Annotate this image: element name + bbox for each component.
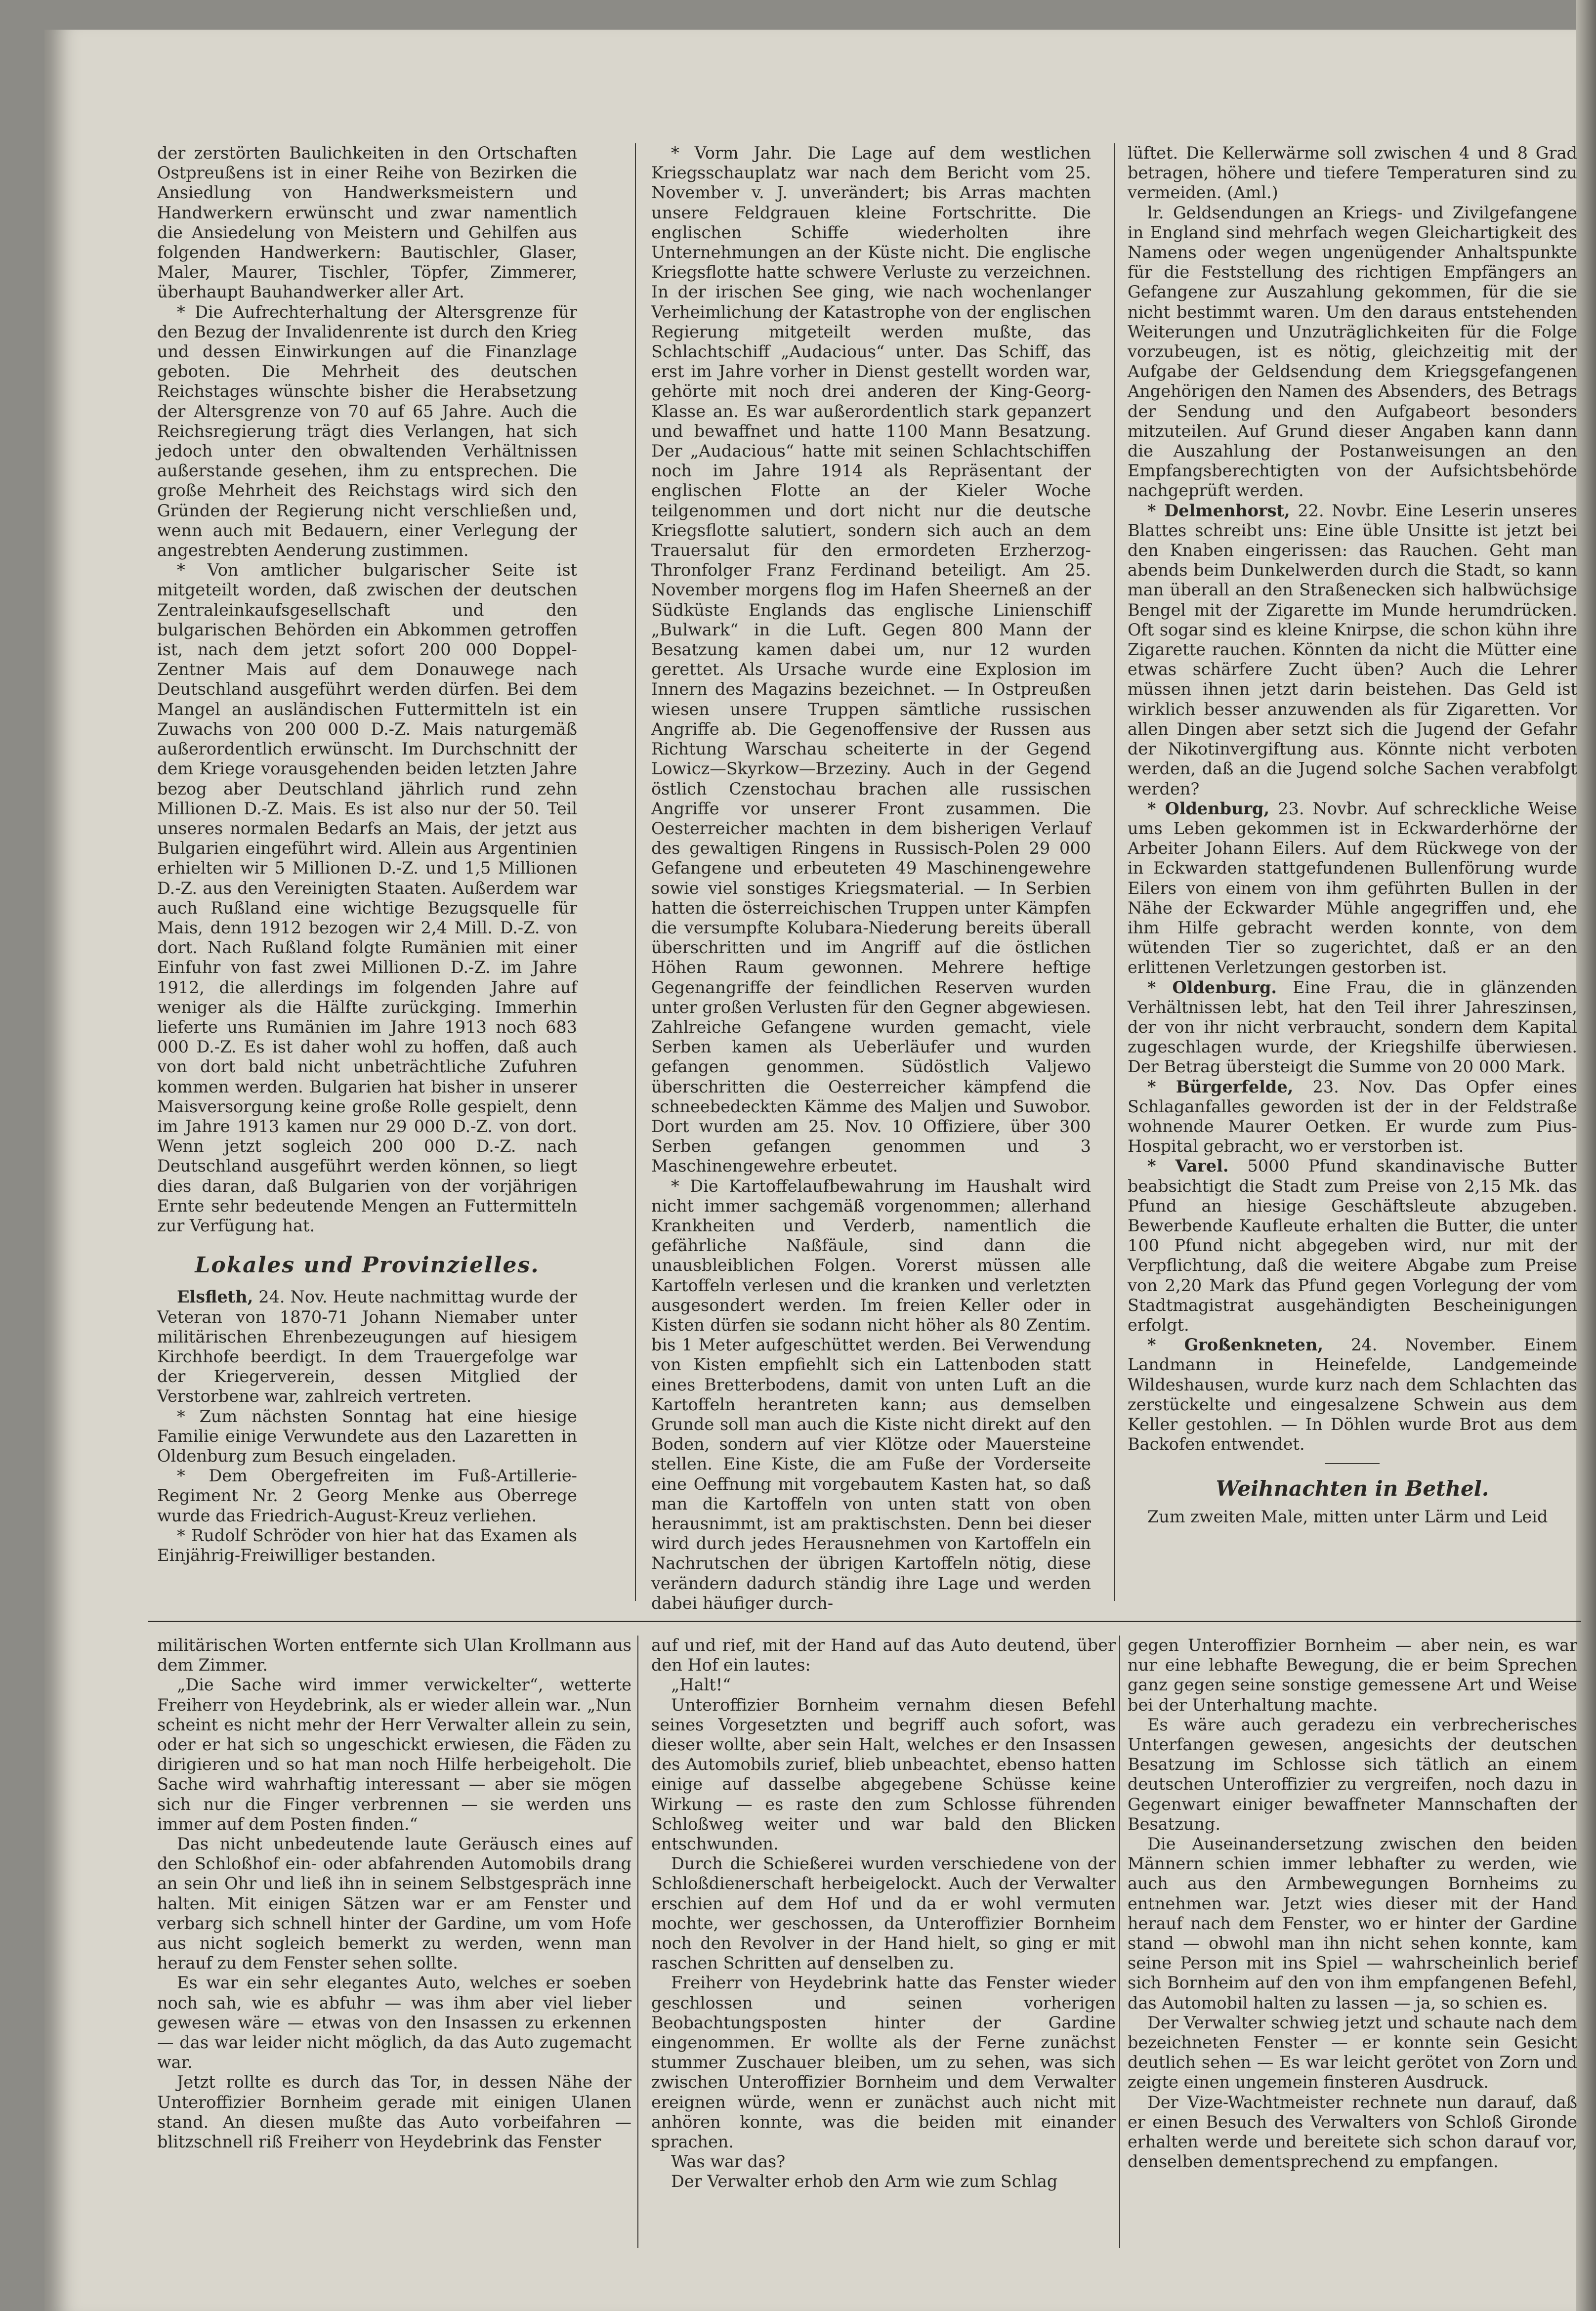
- serial-column-2: [651, 1636, 1116, 2248]
- paragraph: Durch die Schießerei wurden verschiedene von der Schloßdienerschaft herbeigelockt. Auch der Verwalter erschien auf dem Hof und da er wohl vermuten mochte, wer geschossen, da Unteroffizier Bornheim noch den Revolver in der Hand hielt, so ging er mit raschen Schritten auf denselben zu.: [651, 1854, 1116, 1973]
- paragraph: Was war das?: [671, 2152, 786, 2172]
- paragraph: [1128, 978, 1577, 1077]
- dateline-place: * Bürgerfelde,: [1147, 1077, 1294, 1096]
- paragraph: Es wäre auch geradezu ein verbrecherisches Unterfangen gewesen, angesichts der deutschen Besatzung im Schlosse sich tätlich an einem deutschen Unteroffizier zu vergreifen, noch dazu in Gegenwart einiger bewaffneter Mannschaften der Besatzung.: [1128, 1715, 1577, 1834]
- paragraph: Jetzt rollte es durch das Tor, in dessen Nähe der Unteroffizier Bornheim gerade mit einigen Ulanen stand. An diesen mußte das Auto vorbeifahren — blitzschnell riß Freiherr von Heydebrink das Fenster: [157, 2072, 631, 2152]
- serial-text: [1128, 1636, 1577, 2172]
- paragraph: „Die Sache wird immer verwickelter“, wetterte Freiherr von Heydebrink, als er wieder allein war. „Nun scheint es nicht mehr der Herr Verwalter allein zu sein, oder er hat sich so ungeschickt erwiesen, die Fäden zu dirigieren und so hat man noch Hilfe herbeigeholt. Die Sache wird wahrhaftig interessant — aber sie mögen sich nur die Finger verbrennen — sie werden uns immer auf dem Posten finden.“: [157, 1675, 631, 1834]
- paragraph: Das nicht unbedeutende laute Geräusch eines auf den Schloßhof ein- oder abfahrenden Automobils drang an sein Ohr und ließ ihn in seinem Selbstgespräch inne halten. Mit einigen Sätzen war er am Fenster und verbarg sich schnell hinter der Gardine, um vom Hofe aus nicht sogleich bemerkt zu werden, wenn man herauf zu dem Fenster sehen sollte.: [157, 1834, 631, 1973]
- paragraph: Es war ein sehr elegantes Auto, welches er soeben noch sah, wie es abfuhr — was ihm aber viel lieber gewesen wäre — etwas von den Insassen zu erkennen — das war leider nicht möglich, da das Auto zugemacht war.: [157, 1973, 631, 2072]
- paragraph: [1128, 203, 1577, 501]
- paragraph: [157, 1407, 577, 1467]
- paragraph: [1128, 1335, 1577, 1454]
- paragraph-text: 24. November. Einem Landmann in Heinefelde, Landgemeinde Wildeshausen, wurde kurz nach dem Schlachten das zerstückelte und eingesalzene Schwein aus dem Keller gestohlen. — In Döhlen wurde Brot aus dem Backofen entwendet.: [1128, 1335, 1577, 1454]
- paragraph: * Vorm Jahr. Die Lage auf dem westlichen Kriegsschauplatz war nach dem Bericht vom 25. November v. J. unverändert; bis Arras machten unsere Feldgrauen kleine Fortschritte. Die englischen Schiffe wiederholten ihre Unternehmungen an der Küste nicht. Die englische Kriegsflotte hatte schwere Verluste zu verzeichnen. In der irischen See ging, wie nach wochenlanger Verheimlichung der Katastrophe von der englischen Regierung mitgeteilt werden mußte, das Schlachtschiff „Audacious“ unter. Das Schiff, das erst im Jahre vorher in Dienst gestellt worden war, gehörte mit noch drei anderen der King-Georg-Klasse an. Es war außerordentlich stark gepanzert und bewaffnet und hatte 1100 Mann Besatzung. Der „Audacious“ hatte mit seinen Schlachtschiffen noch im Jahre 1914 als Repräsentant der englischen Flotte an der Kieler Woche teilgenommen und dort nicht nur die deutsche Kriegsflotte salutiert, sondern sich auch an dem Trauersalut für den ermordeten Erzherzog-Thronfolger Franz Ferdinand beteiligt. Am 25. November morgens flog im Hafen Sheerneß an der Südküste Englands das englische Linienschiff „Bulwark“ in die Luft. Gegen 800 Mann der Besatzung kamen dabei um, nur 12 wurden gerettet. Als Ursache wurde eine Explosion im Innern des Magazins bezeichnet. — In Ostpreußen wiesen unsere Truppen sämtliche russischen Angriffe ab. Die Gegenoffensive der Russen aus Richtung Warschau scheiterte in der Gegend Lowicz—Skyrkow—Brzeziny. Auch in der Gegend östlich Czenstochau brachen alle russischen Angriffe vor unserer Front zusammen. Die Oesterreicher machten in dem bisherigen Verlauf des gewaltigen Ringens in Russisch-Polen 29 000 Gefangene und erbeuteten 49 Maschinengewehre sowie viel sonstiges Kriegsmaterial. — In Serbien hatten die österreichischen Truppen unter Kämpfen die versumpfte Kolubara-Niederung bereits überall überschritten und im Angriff auf die östlichen Höhen Raum gewonnen. Mehrere heftige Gegenangriffe der feindlichen Reserven wurden unter großen Verlusten für den Gegner abgewiesen. Zahlreiche Gefangene wurden gemacht, viele Serben kamen als Ueberläufer und wurden gefangen genommen. Südöstlich Valjewo überschritten die Oesterreicher kämpfend die schneebedeckten Kämme des Maljen und Suwobor. Dort wurden am 25. Nov. 10 Offiziere, über 300 Serben gefangen genommen und 3 Maschinengewehre erbeutet.: [651, 143, 1091, 1176]
- paragraph-text: lr. Geldsendungen an Kriegs- und Zivilgefangene in England sind mehrfach wegen Gleichartigkeit des Namens oder wegen ungenügender Anhaltspunkte für die Feststellung des richtigen Empfängers an Gefangene zur Auszahlung gekommen, für die sie nicht bestimmt waren. Um den daraus entstehenden Weiterungen und Unzuträglichkeiten für die Folge vorzubeugen, ist es nötig, gleichzeitig mit der Aufgabe der Geldsendung dem Kriegsgefangenen Angehörigen den Namen des Absenders, des Betrags der Sendung und den Aufgabeort besonders mitzuteilen. Auf Grund dieser Angaben kann dann die Auszahlung der Postanweisungen an den Empfangsberechtigten von der Aufsichtsbehörde nachgeprüft werden.: [1128, 203, 1577, 501]
- dateline-place: Elsfleth,: [177, 1287, 253, 1307]
- paragraph: [157, 1526, 577, 1565]
- paragraph: „Halt!“: [671, 1675, 731, 1695]
- paragraph: * Die Kartoffelaufbewahrung im Haushalt wird nicht immer sachgemäß vorgenommen; allerhand Krankheiten und Verderb, namentlich die gefährliche Naßfäule, sind dann die unausbleiblichen Folgen. Vorerst müssen alle Kartoffeln verlesen und die kranken und verletzten ausgesondert werden. Im freien Keller oder in Kisten dürfen sie sodann nicht höher als 80 Zentim. bis 1 Meter aufgeschüttet werden. Bei Verwendung von Kisten empfiehlt sich ein Lattenboden statt eines Bretterbodens, damit von unten Luft an die Kartoffeln herantreten kann; aus demselben Grunde soll man auch die Kiste nicht direkt auf den Boden, sondern auf vier Klötze oder Mauersteine stellen. Eine Kiste, die am Fuße der Vorderseite eine Oeffnung mit vorgebautem Kasten hat, so daß man die Kartoffeln von unten statt von oben herausnimmt, ist am praktischsten. Denn bei dieser wird durch jedes Herausnehmen von Kartoffeln ein Nachrutschen der übrigen Kartoffeln nötig, diese verändern dadurch ständig ihre Lage und werden dabei häufiger durch-: [651, 1176, 1091, 1613]
- dateline-place: * Delmenhorst,: [1147, 501, 1290, 520]
- paragraph: Unteroffizier Bornheim vernahm diesen Befehl seines Vorgesetzten und begriff auch sofort, was dieser wollte, aber sein Halt, welches er den Insassen des Automobils zurief, blieb unbeachtet, ebenso hatten einige auf dasselbe abgegebene Schüsse keine Wirkung — es raste den zum Schlosse führenden Schloßweg weiter und war bald den Blicken entschwunden.: [651, 1695, 1116, 1854]
- feuilleton-divider: [148, 1621, 1581, 1622]
- paragraph-text: * Dem Obergefreiten im Fuß-Artillerie-Regiment Nr. 2 Georg Menke aus Oberrege wurde das Friedrich-August-Kreuz verliehen.: [157, 1466, 577, 1525]
- paragraph: [157, 1287, 577, 1406]
- paragraph-text: Eine Frau, die in glänzenden Verhältnissen lebt, hat den Teil ihrer Jahreszinsen, der von ihr nicht verbraucht, sondern dem Kapital zugeschlagen wurde, der Kriegshilfe überwiesen. Der Betrag übersteigt die Summe von 20 000 Mark.: [1128, 977, 1577, 1077]
- paragraph-text: 5000 Pfund skandinavische Butter beabsichtigt die Stadt zum Preise von 2,15 Mk. das Pfund an hiesige Geschäftsleute abzugeben. Bewerbende Kaufleute erhalten die Butter, die unter 100 Pfund nicht abgegeben wird, nur mit der Verpflichtung, daß die weitere Abgabe zum Preise von 2,20 Mark das Pfund gegen Vorlegung der vom Stadtmagistrat ausgehändigten Bescheinigungen erfolgt.: [1128, 1156, 1577, 1335]
- serial-text: [651, 1636, 1116, 2192]
- paragraph-text: 23. Nov. Das Opfer eines Schlaganfalles geworden ist der in der Feldstraße wohnende Maurer Oetken. Er wurde zum Pius-Hospital gebracht, wo er verstorben ist.: [1128, 1077, 1577, 1156]
- paragraph-text: 22. Novbr. Eine Leserin unseres Blattes schreibt uns: Eine üble Unsitte ist jetzt bei den Knaben eingerissen: das Rauchen. Geht man abends beim Dunkelwerden durch die Stadt, so kann man überall an den Straßenecken sich halbwüchsige Bengel mit der Zigarette im Munde herumdrücken. Oft sogar sind es kleine Knirpse, die schon kühn ihre Zigarette rauchen. Könnten da nicht die Mütter eine etwas schärfere Zucht üben? Auch die Lehrer müssen ihnen jetzt darin beistehen. Das Geld ist wirklich besser anzuwenden als für Zigaretten. Vor allen Dingen aber setzt sich die Jugend der Gefahr der Nikotinvergiftung aus. Könnte nicht verboten werden, daß an die Jugend solche Sachen verabfolgt werden?: [1128, 501, 1577, 798]
- paragraph-text: * Rudolf Schröder von hier hat das Examen als Einjährig-Freiwilliger bestanden.: [157, 1525, 577, 1565]
- page-right-edge: [1576, 0, 1596, 2311]
- paragraph: [1128, 1077, 1577, 1157]
- article-block: [651, 143, 1091, 1613]
- paragraph-text: lüftet. Die Kellerwärme soll zwischen 4 und 8 Grad betragen, höhere und tiefere Temperaturen sind zu vermeiden. (Aml.): [1128, 143, 1577, 203]
- paragraph: [1128, 143, 1577, 203]
- bethel-text: Zum zweiten Male, mitten unter Lärm und Leid: [1147, 1507, 1548, 1526]
- paragraph: auf und rief, mit der Hand auf das Auto deutend, über den Hof ein lautes:: [651, 1636, 1116, 1675]
- paragraph: [1128, 799, 1577, 978]
- separator-line: [1325, 1463, 1380, 1464]
- paragraph: * Die Aufrechterhaltung der Altersgrenze für den Bezug der Invalidenrente ist durch den Krieg und dessen Einwirkungen auf die Finanzlage geboten. Die Mehrheit des deutschen Reichstages wünschte bisher die Herabsetzung der Altersgrenze von 70 auf 65 Jahre. Auch die Reichsregierung trägt dies Verlangen, hat sich jedoch unter den obwaltenden Verhältnissen außerstande gesehen, ihm zu entsprechen. Die große Mehrheit des Reichstags wird sich den Gründen der Regierung nicht verschließen und, wenn auch mit Bedauern, einer Verlegung der angestrebten Aenderung zustimmen.: [157, 302, 577, 560]
- paragraph: Freiherr von Heydebrink hatte das Fenster wieder geschlossen und seinen vorherigen Beobachtungsposten hinter der Gardine eingenommen. Er wollte als der Ferne zunächst stummer Zuschauer bleiben, um zu sehen, was sich zwischen Unteroffizier Bornheim und dem Verwalter ereignen würde, wenn er zunächst auch nicht mit anhören konnte, was die beiden mit einander sprachen.: [651, 1973, 1116, 2152]
- dateline-place: * Großenkneten,: [1147, 1335, 1323, 1355]
- paragraph: [157, 1466, 577, 1526]
- local-news-block: [157, 1287, 577, 1565]
- dateline-place: * Oldenburg,: [1147, 798, 1270, 818]
- paragraph: Der Verwalter erhob den Arm wie zum Schlag: [671, 2172, 1058, 2191]
- paragraph: gegen Unteroffizier Bornheim — aber nein, es war nur eine lebhafte Bewegung, die er beim Sprechen ganz gegen seine sonstige gemessene Art und Weise bei der Unterhaltung machte.: [1128, 1636, 1577, 1715]
- column-rule: [1119, 1636, 1120, 2248]
- top-column-3: [1128, 143, 1577, 1601]
- top-column-1: [157, 143, 577, 1601]
- serial-column-1: [157, 1636, 631, 2248]
- column-rule: [637, 1636, 638, 2248]
- dateline-place: * Oldenburg.: [1147, 977, 1277, 997]
- column-rule: [635, 143, 636, 1601]
- paragraph: * Von amtlicher bulgarischer Seite ist mitgeteilt worden, daß zwischen der deutschen Zentraleinkaufsgesellschaft und den bulgarischen Behörden ein Abkommen getroffen ist, nach dem jetzt sofort 200 000 Doppel-Zentner Mais auf dem Donauwege nach Deutschland ausgeführt werden dürfen. Bei dem Mangel an ausländischen Futtermitteln ist ein Zuwachs von 200 000 D.-Z. Mais naturgemäß außerordentlich erwünscht. Im Durchschnitt der dem Kriege vorausgehenden beiden letzten Jahre bezog aber Deutschland jährlich rund zehn Millionen D.-Z. Mais. Es ist also nur der 50. Teil unseres normalen Bedarfs an Mais, der jetzt aus Bulgarien eingeführt wird. Allein aus Argentinien erhielten wir 5 Millionen D.-Z. und 1,5 Millionen D.-Z. aus den Vereinigten Staaten. Außerdem war auch Rußland eine wichtige Bezugsquelle für Mais, denn 1912 bezogen wir 2,4 Mill. D.-Z. von dort. Nach Rußland folgte Rumänien mit einer Einfuhr von fast zwei Millionen D.-Z. im Jahre 1912, die allerdings im folgenden Jahre auf weniger als die Hälfte zurückging. Immerhin lieferte uns Rumänien im Jahre 1913 noch 683 000 D.-Z. Es ist daher wohl zu hoffen, daß auch von dort bald nicht unbeträchtliche Zufuhren kommen werden. Bulgarien hat bisher in unserer Maisversorgung keine große Rolle gespielt, denn im Jahre 1913 kamen nur 29 000 D.-Z. von dort. Wenn jetzt sogleich 200 000 D.-Z. nach Deutschland ausgeführt werden können, so liegt dies daran, daß Bulgarien von der vorjährigen Ernte sehr bedeutende Mengen an Futtermitteln zur Verfügung hat.: [157, 560, 577, 1235]
- paragraph: der zerstörten Baulichkeiten in den Ortschaften Ostpreußens ist in einer Reihe von Bezirken die Ansiedlung von Handwerksmeistern und Handwerkern erwünscht und zwar namentlich die Ansiedelung von Meistern und Gehilfen aus folgenden Handwerkern: Bautischler, Glaser, Maler, Maurer, Tischler, Töpfer, Zimmerer, überhaupt Bauhandwerker aller Art.: [157, 143, 577, 302]
- section-heading-local: Lokales und Provinzielles.: [195, 1253, 540, 1278]
- paragraph: Die Auseinandersetzung zwischen den beiden Männern schien immer lebhafter zu werden, wie auch aus den Armbewegungen Bornheims zu entnehmen war. Jetzt wies dieser mit der Hand herauf nach dem Fenster, wo er hinter der Gardine stand — obwohl man ihn nicht sehen konnte, kam seine Person mit ins Spiel — wahrscheinlich berief sich Bornheim auf den von ihm empfangenen Befehl, das Automobil halten zu lassen — ja, so schien es.: [1128, 1834, 1577, 2013]
- dateline-place: * Varel.: [1147, 1156, 1229, 1176]
- paragraph-text: * Zum nächsten Sonntag hat eine hiesige Familie einige Verwundete aus den Lazaretten in Oldenburg zum Besuch eingeladen.: [157, 1406, 577, 1466]
- paragraph: Der Vize-Wachtmeister rechnete nun darauf, daß er einen Besuch des Verwalters von Schloß Gironde erhalten werde und bereitete sich schon darauf vor, denselben dementsprechend zu empfangen.: [1128, 2092, 1577, 2172]
- local-news-block: [1128, 143, 1577, 1454]
- paragraph: [1128, 501, 1577, 799]
- paragraph-text: 23. Novbr. Auf schreckliche Weise ums Leben gekommen ist in Eckwarderhörne der Arbeiter Johann Eilers. Auf dem Rückwege von der in Eckwarden stattgefundenen Bullenförung wurde Eilers von einem von ihm geführten Bullen in der Nähe der Eckwarder Mühle angegriffen und, ehe ihm Hilfe gebracht werden konnte, von dem wütenden Tier so zugerichtet, daß er an den erlittenen Verletzungen gestorben ist.: [1128, 798, 1578, 977]
- paragraph: [1128, 1156, 1577, 1335]
- article-block: [157, 143, 577, 1236]
- paragraph: Der Verwalter schwieg jetzt und schaute nach dem bezeichneten Fenster — er konnte sein Gesicht deutlich sehen — Es war leicht gerötet von Zorn und zeigte einen ungemein finsteren Ausdruck.: [1128, 2013, 1577, 2092]
- column-rule: [1114, 143, 1115, 1601]
- serial-column-3: [1128, 1636, 1577, 2248]
- paragraph: militärischen Worten entfernte sich Ulan Krollmann aus dem Zimmer.: [157, 1636, 631, 1675]
- section-heading-bethel: Weihnachten in Bethel.: [1216, 1476, 1489, 1501]
- top-column-2: [651, 143, 1091, 1613]
- paragraph-text: 24. Nov. Heute nachmittag wurde der Veteran von 1870-71 Johann Niemaber unter militärischen Ehrenbezeugungen auf hiesigem Kirchhofe beerdigt. In dem Trauergefolge war der Kriegerverein, dessen Mitglied der Verstorbene war, zahlreich vertreten.: [157, 1287, 578, 1406]
- serial-text: [157, 1636, 631, 2152]
